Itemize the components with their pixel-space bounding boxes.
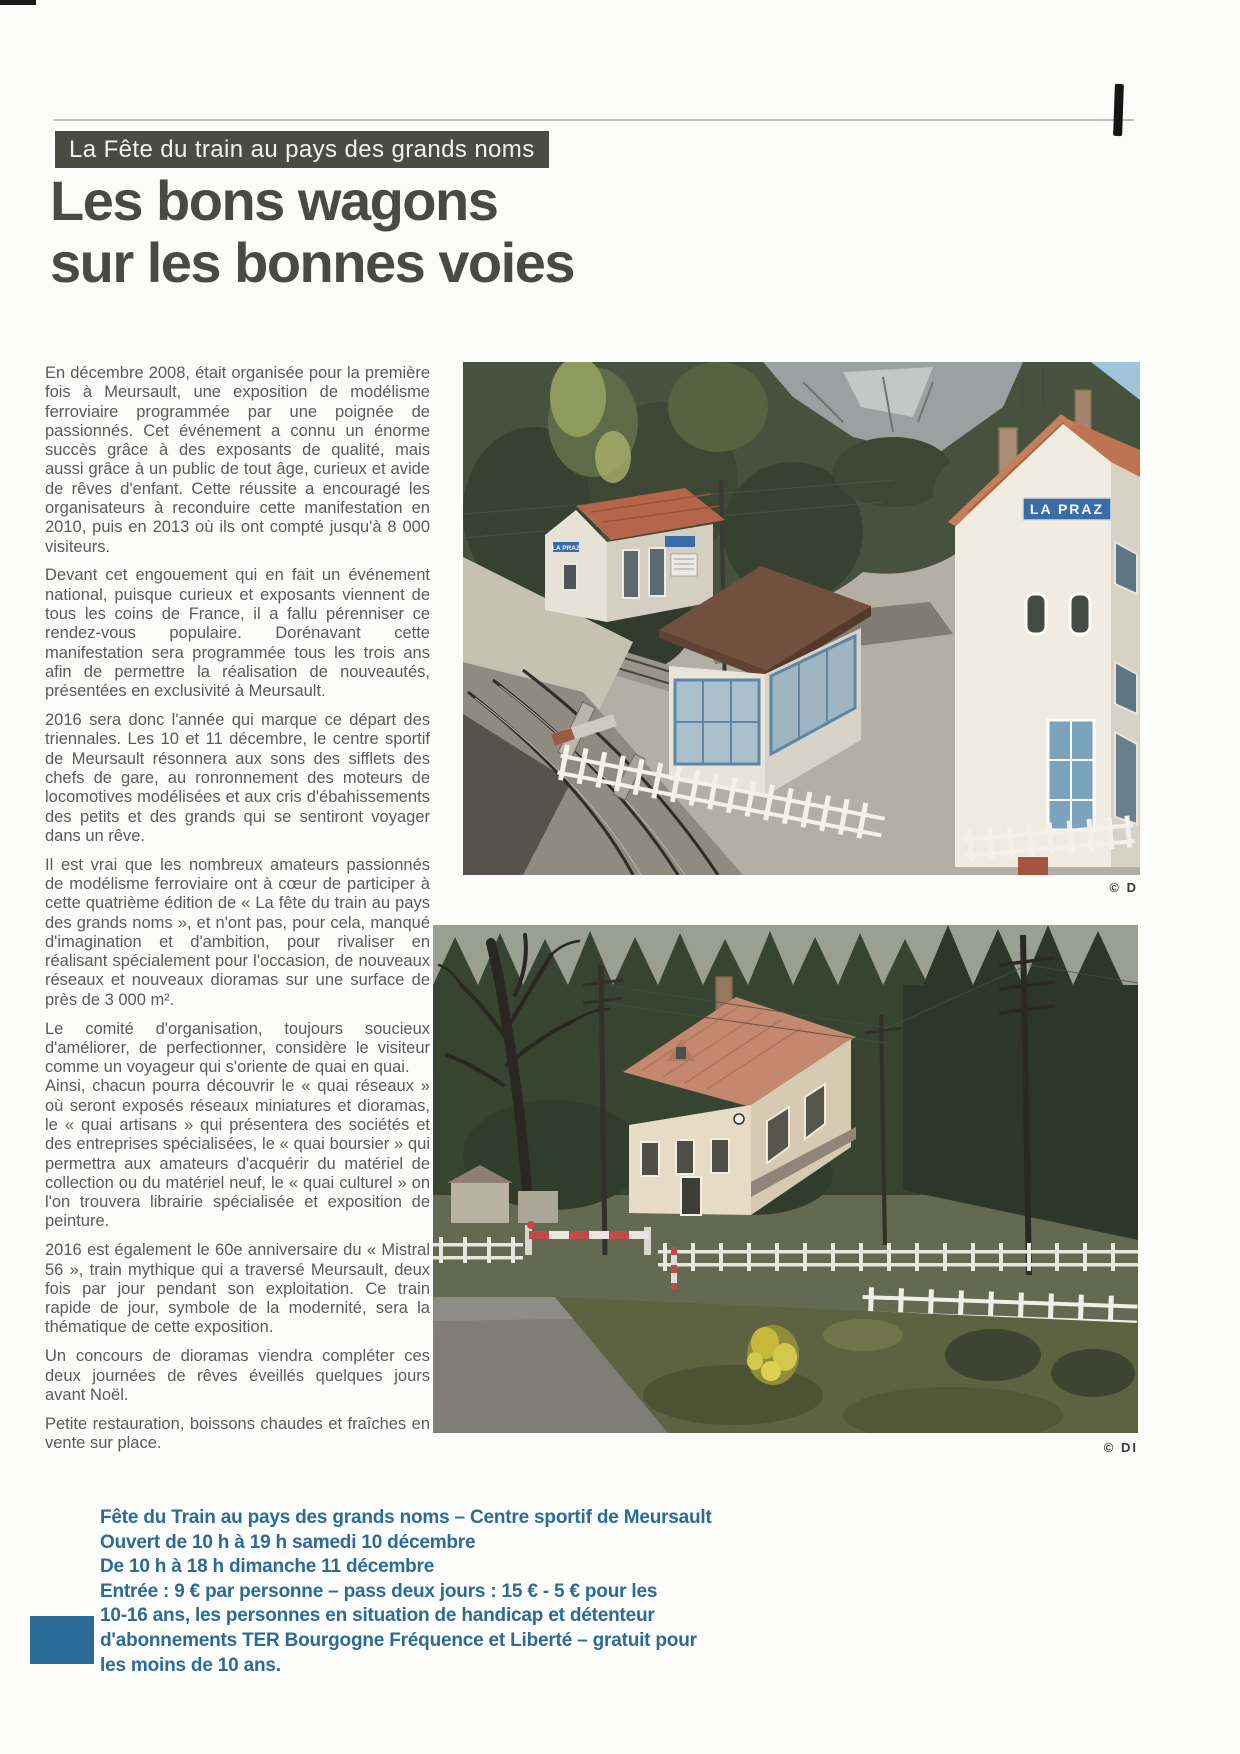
photo-credit: © DI — [1103, 1440, 1138, 1455]
info-line: De 10 h à 18 h dimanche 11 décembre — [100, 1556, 435, 1578]
station-sign: LA PRAZ — [1029, 501, 1105, 517]
photo-model-railway-bottom — [433, 925, 1138, 1433]
kicker-label: La Fête du train au pays des grands noms — [69, 135, 535, 163]
info-line: Fête du Train au pays des grands noms – Centre sportif de Meursault — [100, 1507, 712, 1528]
paragraph: Ainsi, chacun pourra découvrir le « quai réseaux » où seront exposés réseaux miniatures et dioramas, le « quai artisans » qui présentera des sociétés et des entreprises spécialisées, le « quai boursier » qui permettra aux amateurs d'acquérir du matériel de collection ou du matériel neuf, le « quai culturel » on l'on trouvera librairie spécialisée et exposition de peinture. — [45, 1077, 430, 1231]
scan-mark-artifact — [1113, 84, 1124, 136]
paragraph: Devant cet engouement qui en fait un événement national, puisque curieux et exposants viennent de tous les coins de France, il a fallu pérenniser ce rendez-vous populaire. Dorénavant cette manifestation sera programmée tous les trois ans afin de permettre la réalisation de nouveautés, présentées en exclusivité à Meursault. — [45, 566, 430, 701]
paragraph: 2016 sera donc l'année qui marque ce départ des triennales. Les 10 et 11 décembre, le centre sportif de Meursault résonnera aux sons des sifflets des chefs de gare, au ronronnement des moteurs de locomotives modélisées et aux cris d'ébahissements des petits et des grands qui se sentiront voyager dans un rêve. — [45, 711, 430, 845]
paragraph: En décembre 2008, était organisée pour la première fois à Meursault, une exposition de modélisme ferroviaire programmée par une poignée de passionnés. Cet événement a connu un énorme succès grâce à des exposants de qualité, mais aussi grâce à un public de tout âge, curieux et avide de rêves d'enfant. Cette réussite a encouragé les organisateurs à reconduire cette manifestation en 2010, puis en 2013 où ils ont compté jusqu'à 8 000 visiteurs. — [45, 364, 430, 556]
info-line: les moins de 10 ans. — [100, 1654, 281, 1676]
paragraph: Un concours de dioramas viendra compléter ces deux journées de rêves éveillés quelques jours avant Noël. — [45, 1347, 430, 1404]
paragraph: Petite restauration, boissons chaudes et fraîches en vente sur place. — [45, 1414, 430, 1452]
info-line: Ouvert de 10 h à 19 h samedi 10 décembre — [100, 1531, 476, 1553]
event-info-box — [100, 1506, 720, 1678]
page-title — [50, 170, 574, 294]
kicker-bar — [55, 131, 549, 168]
article-body — [45, 364, 430, 1463]
headline-line1: Les bons wagons — [50, 169, 498, 232]
info-line: Entrée : 9 € par personne – pass deux jours : 15 € - 5 € pour les — [100, 1580, 658, 1602]
headline-line2: sur les bonnes voies — [50, 231, 574, 294]
paragraph: Le comité d'organisation, toujours soucieux d'améliorer, de perfectionner, considère le visiteur comme un voyageur qui s'oriente de quai en quai. — [45, 1019, 430, 1077]
accent-square — [30, 1616, 94, 1664]
paragraph: Il est vrai que les nombreux amateurs passionnés de modélisme ferroviaire ont à cœur de participer à cette quatrième édition de « La fête du train au pays des grands noms », et n'ont pas, pour cela, manqué d'imagination et d'ambition, pour rivaliser en réalisant spécialement pour l'occasion, de nouveaux réseaux et nouveaux dioramas sur une surface de près de 3 000 m². — [45, 855, 430, 1009]
paragraph: 2016 est également le 60e anniversaire du « Mistral 56 », train mythique qui a traversé Meursault, deux fois par jour pendant son exploitation. Ce train rapide de jour, symbole de la modernité, sera la thématique de cette exposition. — [45, 1241, 430, 1337]
yellow-bush — [747, 1325, 799, 1385]
scan-corner-artifact — [0, 0, 36, 5]
photo-credit: © D — [1109, 880, 1138, 895]
info-line: d'abonnements TER Bourgogne Fréquence et Liberté – gratuit pour — [100, 1629, 697, 1651]
info-line: 10-16 ans, les personnes en situation de handicap et détenteur — [100, 1605, 655, 1627]
scan-line-artifact — [54, 119, 1134, 121]
photo-model-railway-top — [463, 362, 1140, 875]
small-station-sign: LA PRAZ — [552, 545, 580, 552]
